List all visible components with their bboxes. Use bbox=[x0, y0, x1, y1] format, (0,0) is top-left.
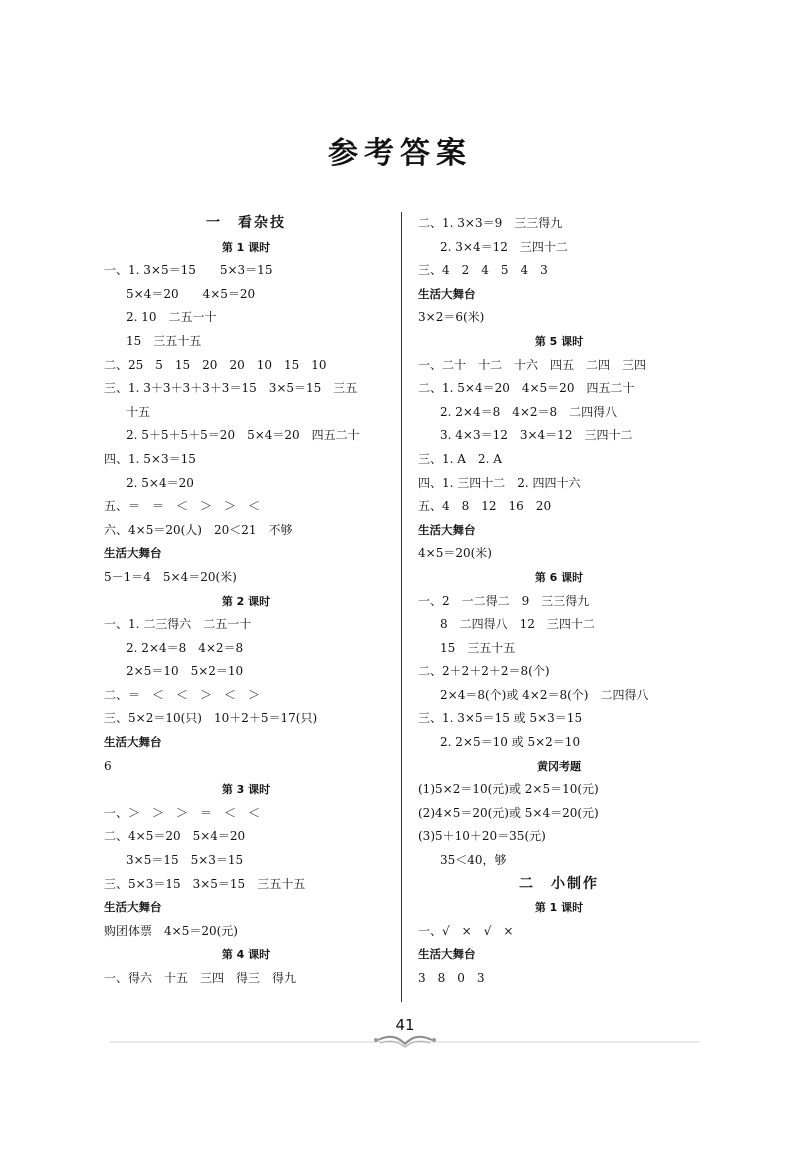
answer-line: 8 二四得八 12 三四十二 bbox=[440, 617, 595, 632]
answer-line: 五、＝ ＝ ＜ ＞ ＞ ＜ bbox=[104, 499, 261, 514]
answer-line: 4×5＝20(米) bbox=[418, 546, 492, 561]
page-title: 参考答案 bbox=[328, 136, 472, 171]
answer-line: (2)4×5＝20(元)或 5×4＝20(元) bbox=[418, 805, 599, 820]
answer-line: 五、4 8 12 16 20 bbox=[418, 499, 552, 514]
answer-line: 2. 2×4＝8 4×2＝8 bbox=[126, 640, 244, 655]
answer-line: (1)5×2＝10(元)或 2×5＝10(元) bbox=[418, 782, 599, 797]
lesson-heading: 第 6 课时 bbox=[534, 570, 584, 584]
answer-line: 6 bbox=[104, 758, 112, 773]
lesson-heading: 第 2 课时 bbox=[221, 594, 271, 608]
lesson-heading: 第 5 课时 bbox=[534, 334, 584, 348]
answer-line: 十五 bbox=[126, 404, 151, 419]
answer-line: 购团体票 4×5＝20(元) bbox=[104, 923, 238, 938]
answer-line: 六、4×5＝20(人) 20＜21 不够 bbox=[104, 522, 293, 537]
answer-line: 一、二十 十二 十六 四五 二四 三四 bbox=[418, 357, 647, 372]
answer-line: 3. 4×3＝12 3×4＝12 三四十二 bbox=[440, 428, 633, 443]
answer-line: 2. 10 二五一十 bbox=[126, 310, 217, 325]
answer-line: 15 三五十五 bbox=[126, 333, 202, 348]
answer-line: 2×5＝10 5×2＝10 bbox=[126, 664, 244, 679]
answer-line: 2. 5×4＝20 bbox=[126, 475, 194, 490]
lesson-heading: 第 4 课时 bbox=[221, 948, 271, 962]
answer-line: 二、1. 3×3＝9 三三得九 bbox=[418, 216, 563, 230]
section-label: 生活大舞台 bbox=[418, 286, 476, 301]
section-label: 生活大舞台 bbox=[104, 900, 162, 915]
answer-line: 二、2＋2＋2＋2＝8(个) bbox=[418, 664, 550, 679]
left-answer-column bbox=[104, 212, 388, 991]
answer-line: 三、5×3＝15 3×5＝15 三五十五 bbox=[104, 876, 306, 891]
page-number: 41 bbox=[395, 1016, 415, 1034]
unit-heading: 二 小制作 bbox=[519, 875, 599, 892]
answer-line: 5×4＝20 4×5＝20 bbox=[126, 286, 256, 301]
answer-line: 2×4＝8(个)或 4×2＝8(个) 二四得八 bbox=[440, 687, 649, 702]
answer-line: 三、1. 3×5＝15 或 5×3＝15 bbox=[418, 711, 583, 726]
answer-line: 一、1. 3×5＝15 5×3＝15 bbox=[104, 263, 273, 278]
unit-heading: 一 看杂技 bbox=[206, 215, 286, 231]
answer-line: 三、5×2＝10(只) 10＋2＋5＝17(只) bbox=[104, 711, 318, 726]
lesson-heading: 黄冈考题 bbox=[537, 759, 581, 773]
answer-line: 四、1. 5×3＝15 bbox=[104, 451, 196, 466]
section-label: 生活大舞台 bbox=[418, 947, 476, 962]
answer-line: 3×5＝15 5×3＝15 bbox=[126, 853, 244, 868]
section-label: 生活大舞台 bbox=[418, 522, 476, 537]
answer-line: 一、得六 十五 三四 得三 得九 bbox=[104, 971, 297, 985]
answer-line: 四、1. 三四十二 2. 四四十六 bbox=[418, 475, 581, 490]
lesson-heading: 第 3 课时 bbox=[221, 783, 271, 797]
answer-line: 2. 2×5＝10 或 5×2＝10 bbox=[440, 735, 581, 750]
answer-line: 3×2＝6(米) bbox=[418, 310, 485, 325]
answer-line: 三、4 2 4 5 4 3 bbox=[418, 263, 548, 278]
section-label: 生活大舞台 bbox=[104, 546, 162, 561]
right-answer-column bbox=[418, 212, 700, 991]
answer-line: 二、4×5＝20 5×4＝20 bbox=[104, 829, 246, 844]
answer-line: 一、1. 二三得六 二五一十 bbox=[104, 617, 252, 632]
section-label: 生活大舞台 bbox=[104, 735, 162, 750]
answer-line: 三、1. A 2. A bbox=[418, 451, 502, 466]
answer-line: 二、＝ ＜ ＜ ＞ ＜ ＞ bbox=[104, 687, 261, 702]
answer-line: 二、1. 5×4＝20 4×5＝20 四五二十 bbox=[418, 381, 635, 396]
answer-line: 一、＞ ＞ ＞ ＝ ＜ ＜ bbox=[104, 805, 261, 820]
answer-line: 一、2 一二得二 9 三三得九 bbox=[418, 593, 590, 608]
answer-line: 2. 5＋5＋5＋5＝20 5×4＝20 四五二十 bbox=[126, 428, 360, 443]
answer-line: 2. 2×4＝8 4×2＝8 二四得八 bbox=[440, 404, 618, 419]
lesson-heading: 第 1 课时 bbox=[534, 901, 584, 915]
column-divider bbox=[401, 212, 402, 1002]
answer-line: 3 8 0 3 bbox=[418, 971, 485, 985]
answer-line: 三、1. 3＋3＋3＋3＋3＝15 3×5＝15 三五 bbox=[104, 381, 358, 396]
lesson-heading: 第 1 课时 bbox=[221, 240, 271, 254]
answer-line: 一、√ × √ × bbox=[418, 923, 514, 938]
page-footer bbox=[110, 1016, 700, 1056]
answer-line: (3)5＋10＋20＝35(元) bbox=[418, 829, 546, 844]
answer-line: 二、25 5 15 20 20 10 15 10 bbox=[104, 357, 327, 372]
answer-line: 5－1＝4 5×4＝20(米) bbox=[104, 569, 237, 584]
answer-line: 2. 3×4＝12 三四十二 bbox=[440, 239, 568, 254]
answer-line: 15 三五十五 bbox=[440, 640, 516, 655]
footer-ornament-icon bbox=[110, 1034, 700, 1050]
answer-line: 35＜40，够 bbox=[440, 853, 507, 868]
